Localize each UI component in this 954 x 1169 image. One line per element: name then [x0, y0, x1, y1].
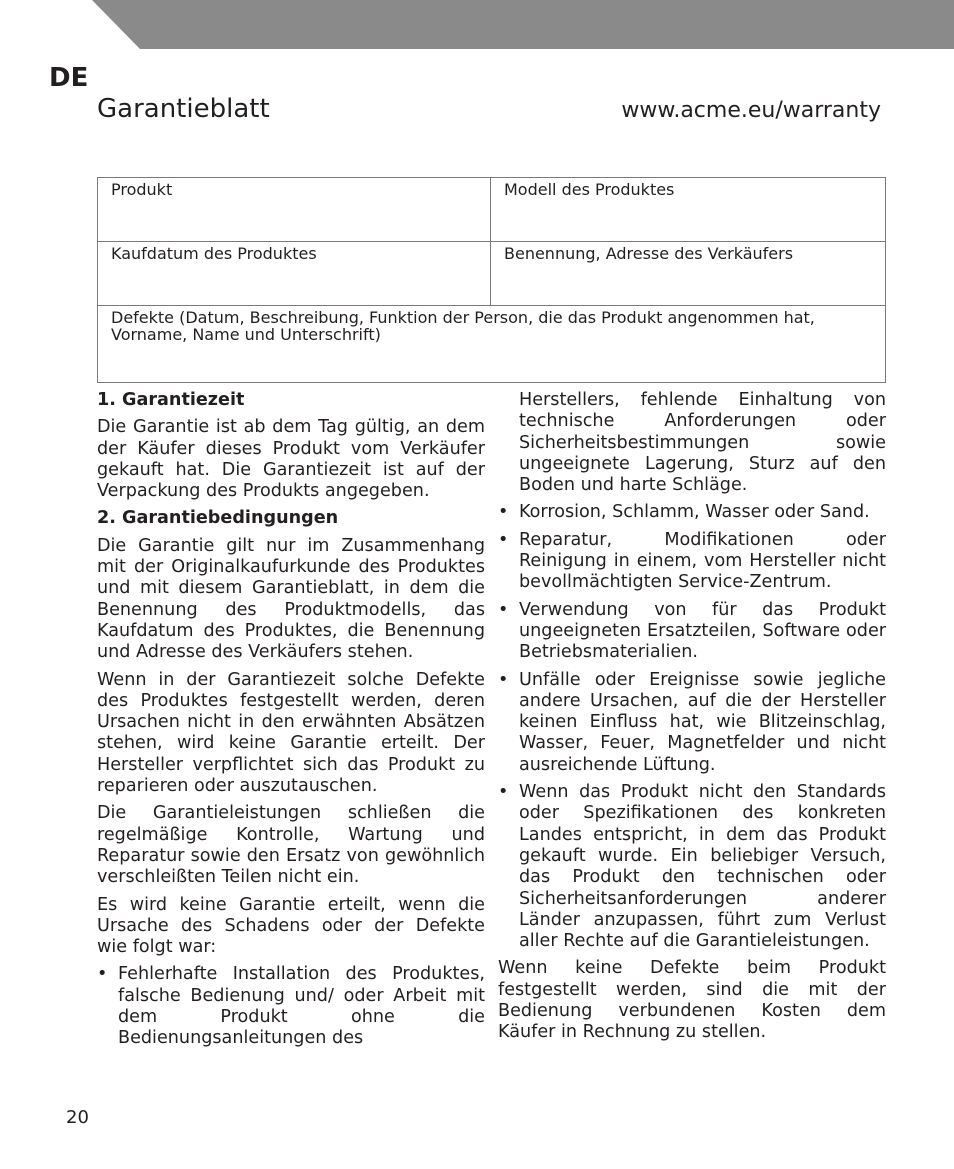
form-label: Modell des Produktes [504, 180, 675, 199]
form-label: Kaufdatum des Produktes [111, 244, 317, 263]
page-title: Garantieblatt [97, 94, 270, 124]
text-column-right [498, 390, 886, 1050]
text-column-left [97, 390, 485, 1056]
list-item: • Korrosion, Schlamm, Wasser oder Sand. [498, 502, 886, 523]
warranty-url: www.acme.eu/warranty [621, 98, 881, 123]
header-band-shape [92, 0, 954, 49]
warranty-form [97, 177, 886, 383]
form-label: Produkt [111, 180, 173, 199]
form-row [98, 242, 885, 306]
list-item-continuation: Herstellers, fehlende Einhaltung von technische Anforderungen oder Sicherheitsbestimmungen sowie ungeeignete Lagerung, Sturz auf den Boden und harte Schläge. [519, 390, 886, 496]
paragraph: Die Garantieleistungen schließen die regelmäßige Kontrolle, Wartung und Reparatur sowie den Ersatz von gewöhnlich verschleißten Teilen nicht ein. [97, 803, 485, 888]
form-field-model[interactable] [491, 178, 885, 241]
paragraph: Es wird keine Garantie erteilt, wenn die Ursache des Schadens oder der Defekte wie folgt war: [97, 894, 485, 958]
paragraph: Die Garantie ist ab dem Tag gültig, an dem der Käufer dieses Produkt vom Verkäufer gekauft hat. Die Garantiezeit ist auf der Verpackung des Produkts angegeben. [97, 417, 485, 502]
list-item: • Fehlerhafte Installation des Produktes, falsche Bedienung und/ oder Arbeit mit dem Produkt ohne die Bedienungsanleitungen des [97, 964, 485, 1049]
exclusion-list [97, 964, 485, 1049]
exclusion-list [498, 502, 886, 952]
form-field-purchase-date[interactable] [98, 242, 491, 305]
list-item: • Reparatur, Modifikationen oder Reinigung in einem, vom Hersteller nicht bevollmächtigten Service-Zentrum. [498, 530, 886, 594]
section-heading-warranty-conditions: 2. Garantiebedingungen [97, 508, 339, 529]
form-row [98, 306, 885, 382]
list-item: • Wenn das Produkt nicht den Standards oder Spezifikationen des konkreten Landes entspricht, in dem das Produkt gekauft wurde. Ein beliebiger Versuch, das Produkt den technischen oder Sicherheitsanforderungen anderer Länder anzupassen, führt zum Verlust aller Rechte auf die Garantieleistungen. [498, 782, 886, 952]
paragraph: Wenn keine Defekte beim Produkt festgestellt werden, sind die mit der Bedienung verbundenen Kosten dem Käufer in Rechnung zu stellen. [498, 958, 886, 1043]
list-item: • Verwendung von für das Produkt ungeeigneten Ersatzteilen, Software oder Betriebsmaterialien. [498, 600, 886, 664]
form-field-defects[interactable] [98, 306, 885, 382]
paragraph: Wenn in der Garantiezeit solche Defekte des Produktes festgestellt werden, deren Ursachen nicht in den erwähnten Absätzen stehen, wird keine Garantie erteilt. Der Hersteller verpflichtet sich das Produkt zu reparieren oder auszutauschen. [97, 669, 485, 797]
form-row [98, 178, 885, 242]
paragraph: Die Garantie gilt nur im Zusammenhang mit der Originalkaufurkunde des Produktes und mit diesem Garantieblatt, in dem die Benennung des Produktmodells, das Kaufdatum des Produktes, die Benennung und Adresse des Verkäufers stehen. [97, 535, 485, 663]
form-label: Benennung, Adresse des Verkäufers [504, 244, 794, 263]
list-item: • Unfälle oder Ereignisse sowie jegliche andere Ursachen, auf die der Hersteller keinen Einfluss hat, wie Blitzeinschlag, Wasser, Feuer, Magnetfelder und nicht ausreichende Lüftung. [498, 670, 886, 776]
form-label: Defekte (Datum, Beschreibung, Funktion der Person, die das Produkt angenommen hat, Vorname, Name und Unterschrift) [111, 308, 815, 344]
form-field-product[interactable] [98, 178, 491, 241]
page-number: 20 [66, 1107, 89, 1128]
language-code: DE [49, 63, 89, 93]
form-field-seller[interactable] [491, 242, 885, 305]
header-band [0, 0, 954, 49]
section-heading-warranty-period: 1. Garantiezeit [97, 390, 245, 410]
